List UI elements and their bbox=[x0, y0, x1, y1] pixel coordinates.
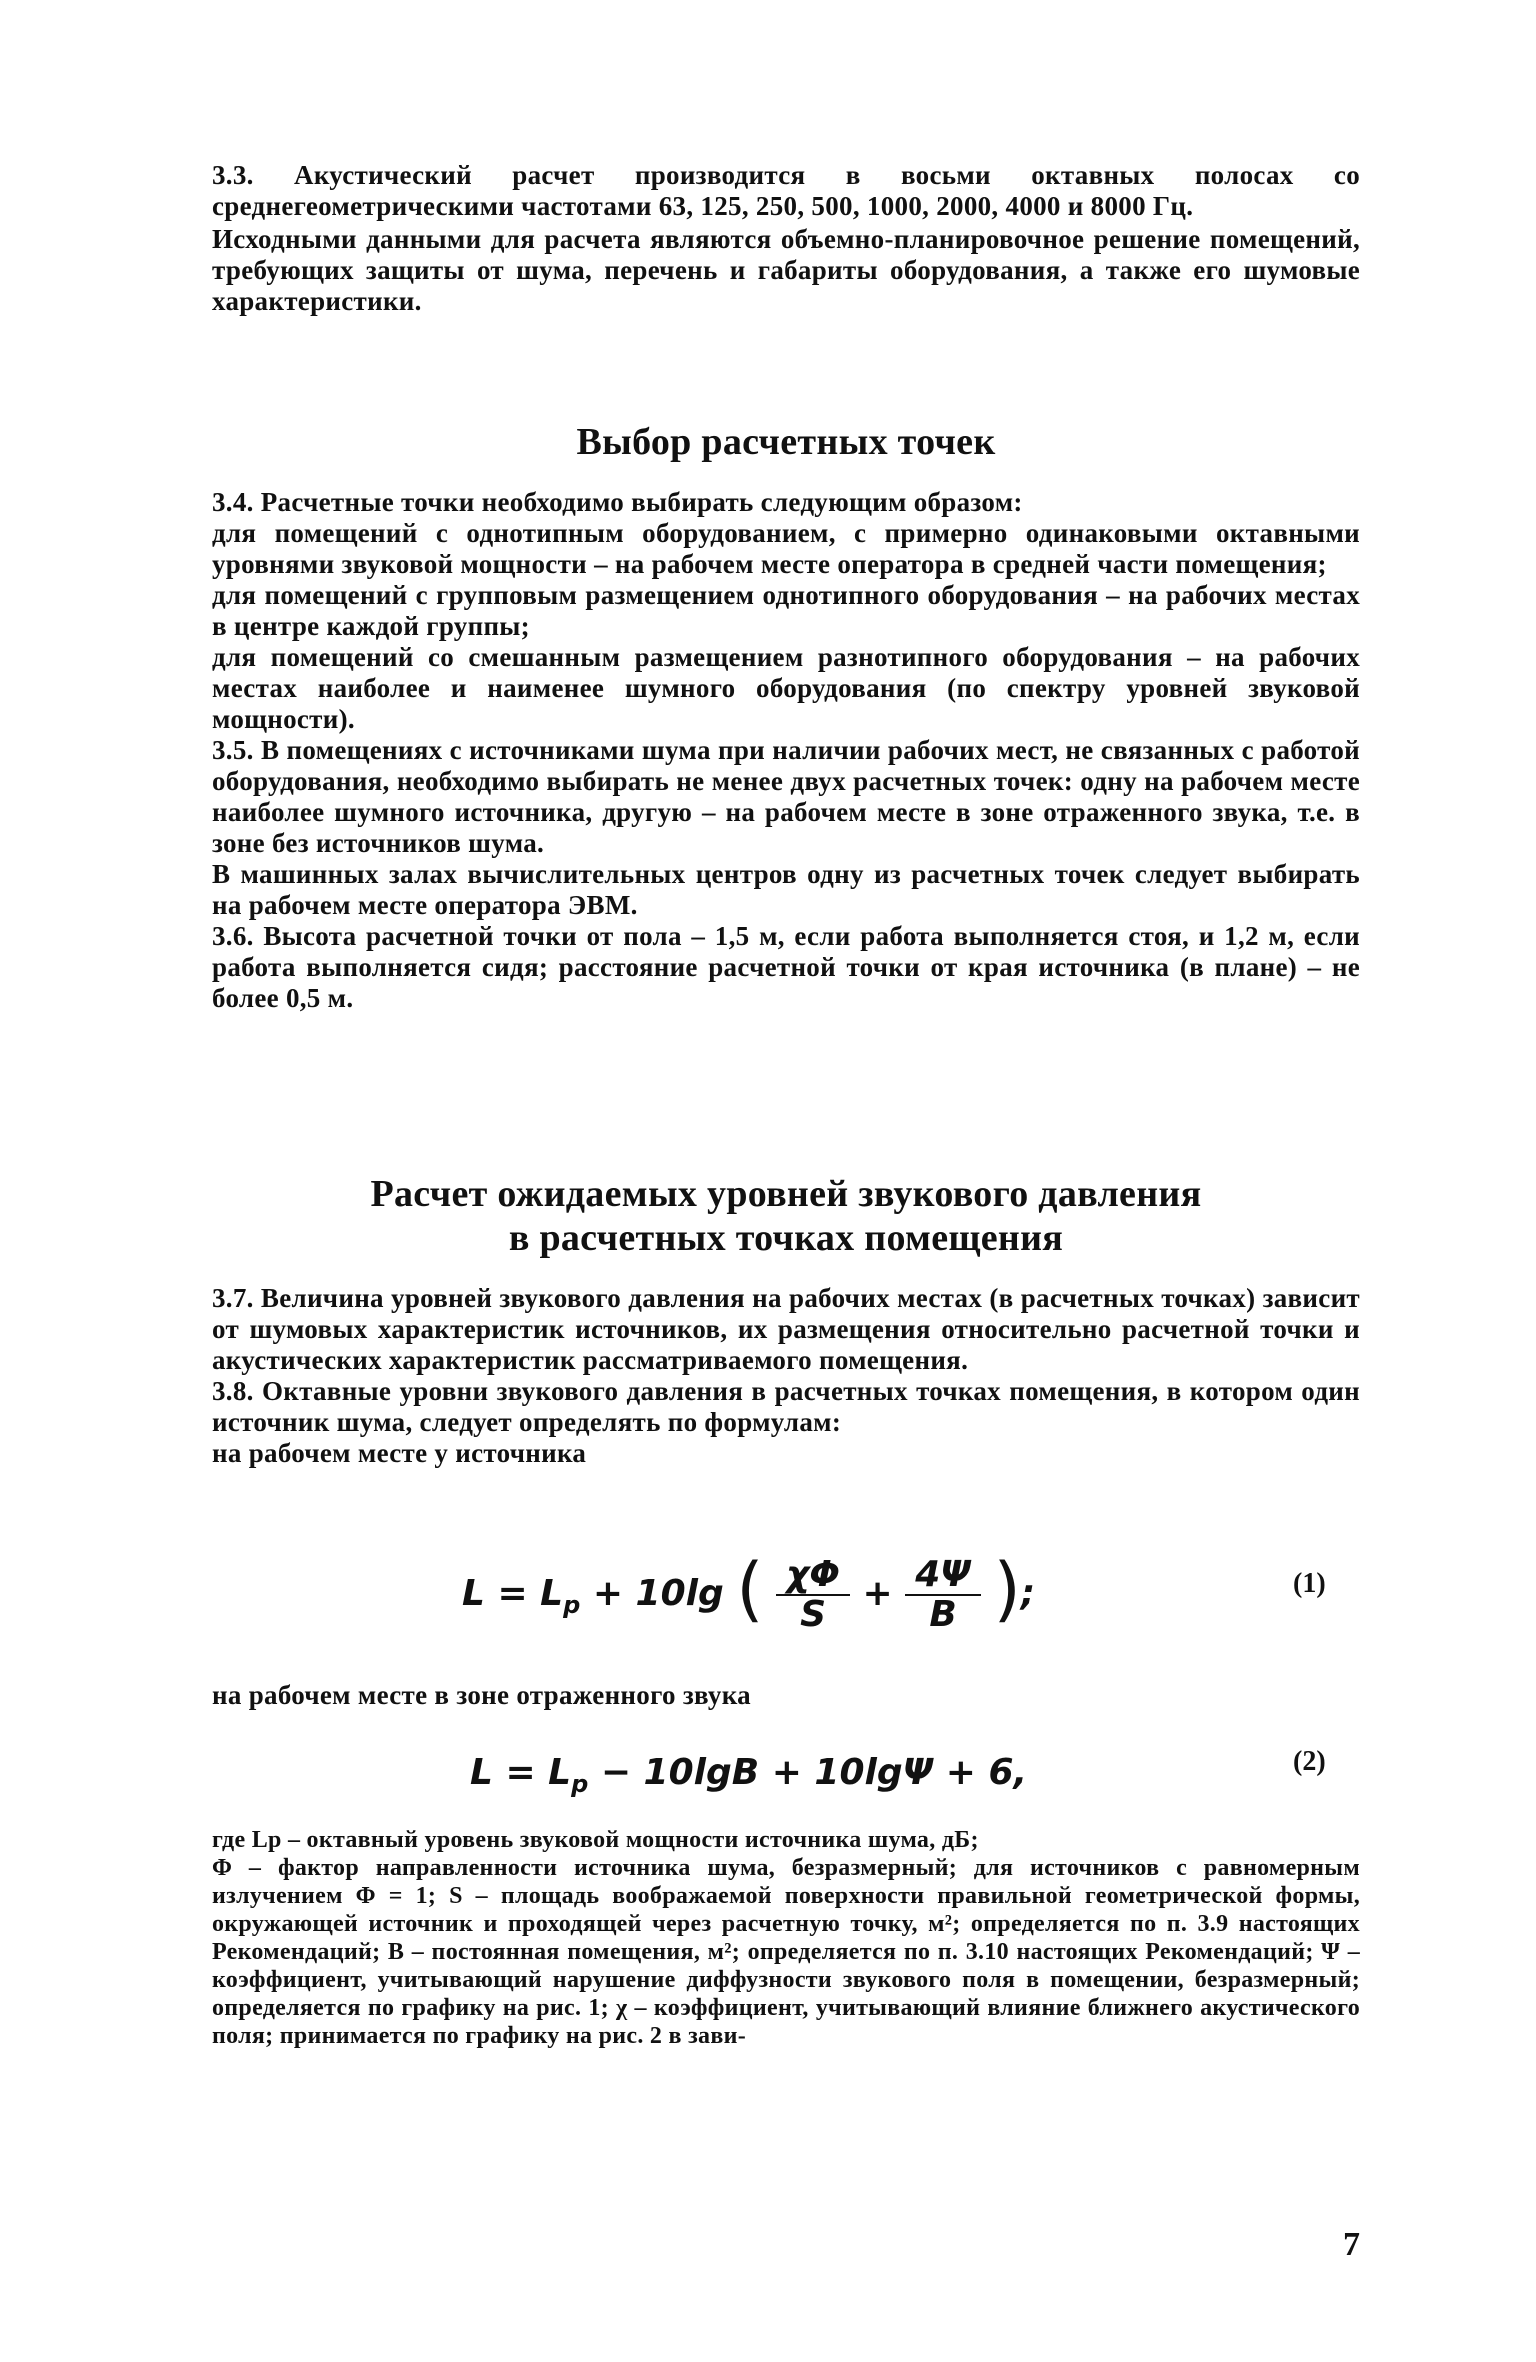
paragraph-3-4: 3.4. Расчетные точки необходимо выбирать следующим образом: bbox=[212, 487, 1023, 517]
paragraph-3-4-b: для помещений с групповым размещением однотипного оборудования – на рабочих местах в центре каждой группы; bbox=[212, 580, 1360, 641]
section-intro bbox=[212, 160, 1360, 317]
formula-2-part-a: L = L bbox=[470, 1752, 572, 1793]
formula-1-number: (1) bbox=[1293, 1568, 1326, 1599]
paragraph-3-4-a: для помещений с однотипным оборудованием, с примерно одинаковыми октавными уровнями звуковой мощности – на рабочем месте оператора в средней части помещения; bbox=[212, 518, 1360, 579]
formula-1-lhs: L = L bbox=[462, 1573, 564, 1614]
formula-1-frac1-num: χΦ bbox=[776, 1556, 850, 1596]
heading-calc-points bbox=[212, 420, 1360, 464]
formula-1-frac2-num: 4Ψ bbox=[905, 1556, 981, 1596]
paragraph-3-5-b: В машинных залах вычислительных центров одну из расчетных точек следует выбирать на рабочем месте оператора ЭВМ. bbox=[212, 859, 1360, 920]
formula-2-part-b: − 10lgB + 10lgΨ + 6, bbox=[600, 1752, 1028, 1793]
section-calc-points bbox=[212, 487, 1360, 1014]
section-reflected-zone bbox=[212, 1680, 1360, 1711]
definition-line-1: где Lp – октавный уровень звуковой мощности источника шума, дБ; bbox=[212, 1827, 979, 1853]
paragraph-3-8-a: на рабочем месте у источника bbox=[212, 1438, 587, 1468]
formula-1-frac1-den: S bbox=[800, 1594, 827, 1635]
formula-1-plus: + bbox=[862, 1573, 893, 1614]
paragraph-3-8-b: на рабочем месте в зоне отраженного звука bbox=[212, 1680, 751, 1710]
formula-1-paren-right: ) bbox=[993, 1548, 1021, 1630]
paragraph-3-4-c: для помещений со смешанным размещением разнотипного оборудования – на рабочих местах наиболее и наименее шумного оборудования (по спектру уровней звуковой мощности). bbox=[212, 642, 1360, 734]
page-number: 7 bbox=[1343, 2226, 1360, 2263]
paragraph-3-3-source-data: Исходными данными для расчета являются объемно-планировочное решение помещений, требующих защиты от шума, перечень и габариты оборудования, а также его шумовые характеристики. bbox=[212, 224, 1360, 316]
paragraph-3-3: 3.3. Акустический расчет производится в восьми октавных полосах со среднегеометрическими частотами 63, 125, 250, 500, 1000, 2000, 4000 и 8000 Гц. bbox=[212, 160, 1360, 221]
formula-2-number: (2) bbox=[1293, 1746, 1326, 1777]
formula-1-sub: p bbox=[563, 1591, 581, 1620]
formula-1-paren-left: ( bbox=[736, 1548, 764, 1630]
formula-1-fraction-1 bbox=[776, 1556, 850, 1634]
section-expected-levels bbox=[212, 1283, 1360, 1469]
formula-1-frac2-den: B bbox=[929, 1594, 957, 1635]
formula-1 bbox=[462, 1548, 1035, 1634]
heading-2-line-2: в расчетных точках помещения bbox=[508, 1217, 1064, 1259]
formula-2 bbox=[470, 1752, 1027, 1798]
paragraph-3-6: 3.6. Высота расчетной точки от пола – 1,5 м, если работа выполняется стоя, и 1,2 м, если работа выполняется сидя; расстояние расчетной точки от края источника (в плане) – не более 0,5 м. bbox=[212, 921, 1360, 1013]
paragraph-3-8: 3.8. Октавные уровни звукового давления в расчетных точках помещения, в котором один источник шума, следует определять по формулам: bbox=[212, 1376, 1360, 1437]
heading-expected-levels bbox=[212, 1172, 1360, 1260]
section-definitions bbox=[212, 1826, 1360, 2050]
formula-1-fraction-2 bbox=[905, 1556, 981, 1634]
paragraph-3-5: 3.5. В помещениях с источниками шума при наличии рабочих мест, не связанных с работой оборудования, необходимо выбирать не менее двух расчетных точек: одну на рабочем месте наиболее шумного источника, другую – на рабочем месте в зоне отраженного звука, т.е. в зоне без источников шума. bbox=[212, 735, 1360, 858]
heading-2-line-1: Расчет ожидаемых уровней звукового давления bbox=[370, 1173, 1202, 1215]
paragraph-3-7: 3.7. Величина уровней звукового давления на рабочих местах (в расчетных точках) зависит от шумовых характеристик источников, их размещения относительно расчетной точки и акустических характеристик рассматриваемого помещения. bbox=[212, 1283, 1360, 1375]
definition-line-2: Φ – фактор направленности источника шума, безразмерный; для источников с равномерным излучением Φ = 1; S – площадь воображаемой поверхности правильной геометрической формы, окружающей источник и проходящей через расчетную точку, м²; определяется по п. 3.9 настоящих Рекомендаций; B – постоянная помещения, м²; определяется по п. 3.10 настоящих Рекомендаций; Ψ – коэффициент, учитывающий нарушение диффузности звукового поля в помещении, безразмерный; определяется по графику на рис. 1; χ – коэффициент, учитывающий влияние ближнего акустического поля; принимается по графику на рис. 2 в зави- bbox=[212, 1855, 1360, 2049]
formula-1-tail: ; bbox=[1020, 1573, 1036, 1614]
formula-2-sub: p bbox=[571, 1770, 589, 1799]
heading-1: Выбор расчетных точек bbox=[576, 421, 996, 463]
formula-1-mid: + 10lg bbox=[592, 1573, 724, 1614]
